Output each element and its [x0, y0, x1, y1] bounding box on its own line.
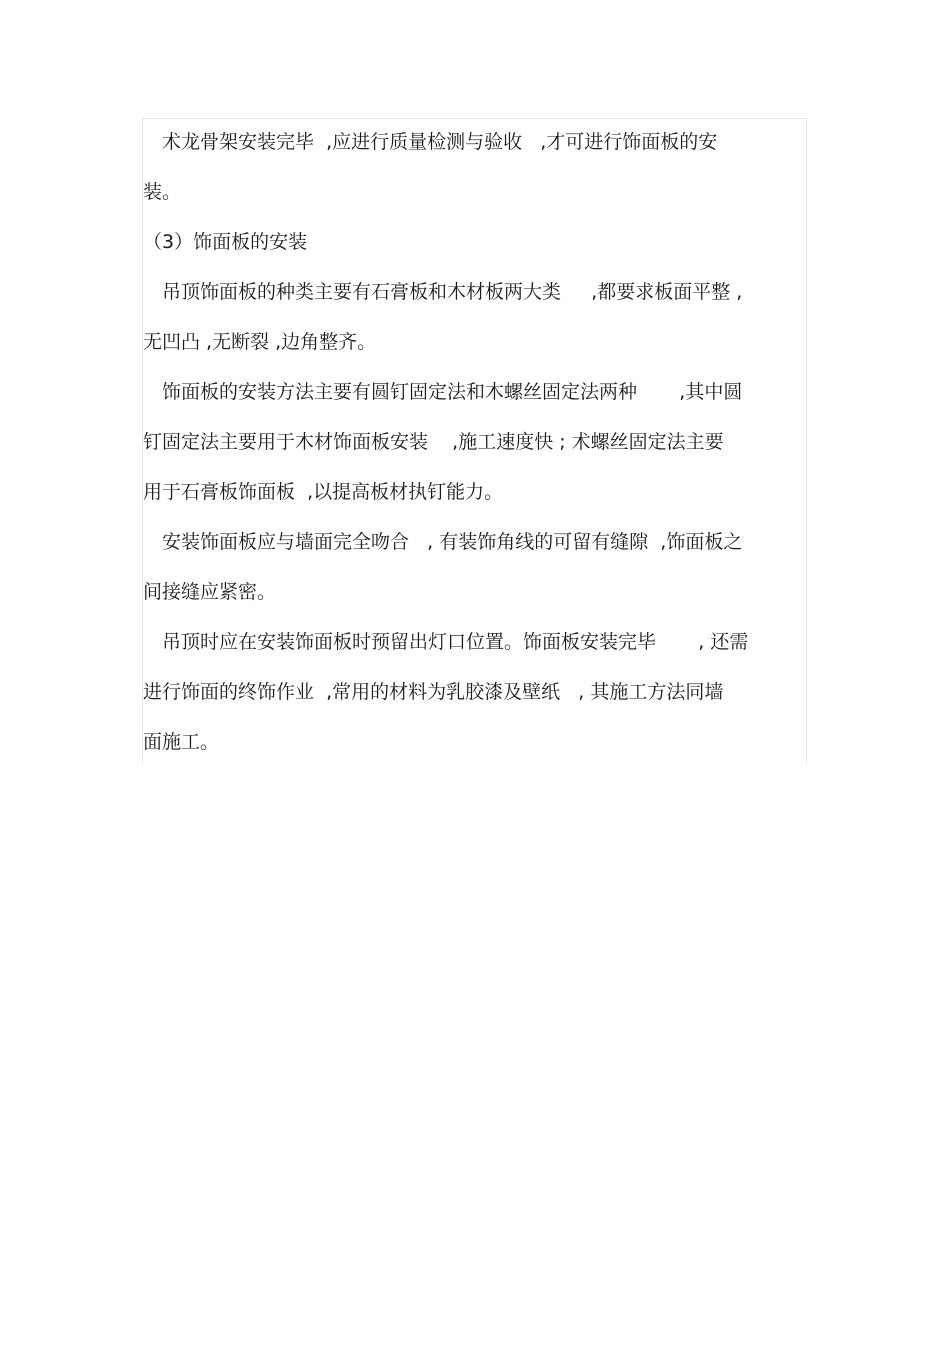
paragraph-1-line-2: 装。	[143, 181, 182, 203]
paragraph-2-line-1: 吊顶饰面板的种类主要有石膏板和木材板两大类 ,都要求板面平整 ,	[162, 281, 743, 303]
paragraph-1-line-1: 术龙骨架安装完毕 ,应进行质量检测与验收 ,才可进行饰面板的安	[162, 131, 718, 153]
paragraph-5-line-2: 进行饰面的终饰作业 ,常用的材料为乳胶漆及壁纸 , 其施工方法同墙	[143, 681, 724, 703]
paragraph-5-line-3: 面施工。	[143, 731, 220, 753]
section-heading: （3）饰面板的安装	[143, 231, 308, 253]
paragraph-3-line-2: 钉固定法主要用于木材饰面板安装 ,施工速度快 ; 术螺丝固定法主要	[143, 431, 724, 453]
paragraph-3-line-1: 饰面板的安装方法主要有圆钉固定法和木螺丝固定法两种 ,其中圆	[162, 381, 743, 403]
paragraph-5-line-1: 吊顶时应在安装饰面板时预留出灯口位置。饰面板安装完毕 , 还需	[162, 631, 749, 653]
paragraph-4-line-2: 间接缝应紧密。	[143, 581, 277, 603]
paragraph-3-line-3: 用于石膏板饰面板 ,以提高板材执钉能力。	[143, 481, 504, 503]
paragraph-4-line-1: 安装饰面板应与墙面完全吻合 , 有装饰角线的可留有缝隙 ,饰面板之	[162, 531, 743, 553]
paragraph-2-line-2: 无凹凸 ,无断裂 ,边角整齐。	[143, 331, 377, 353]
